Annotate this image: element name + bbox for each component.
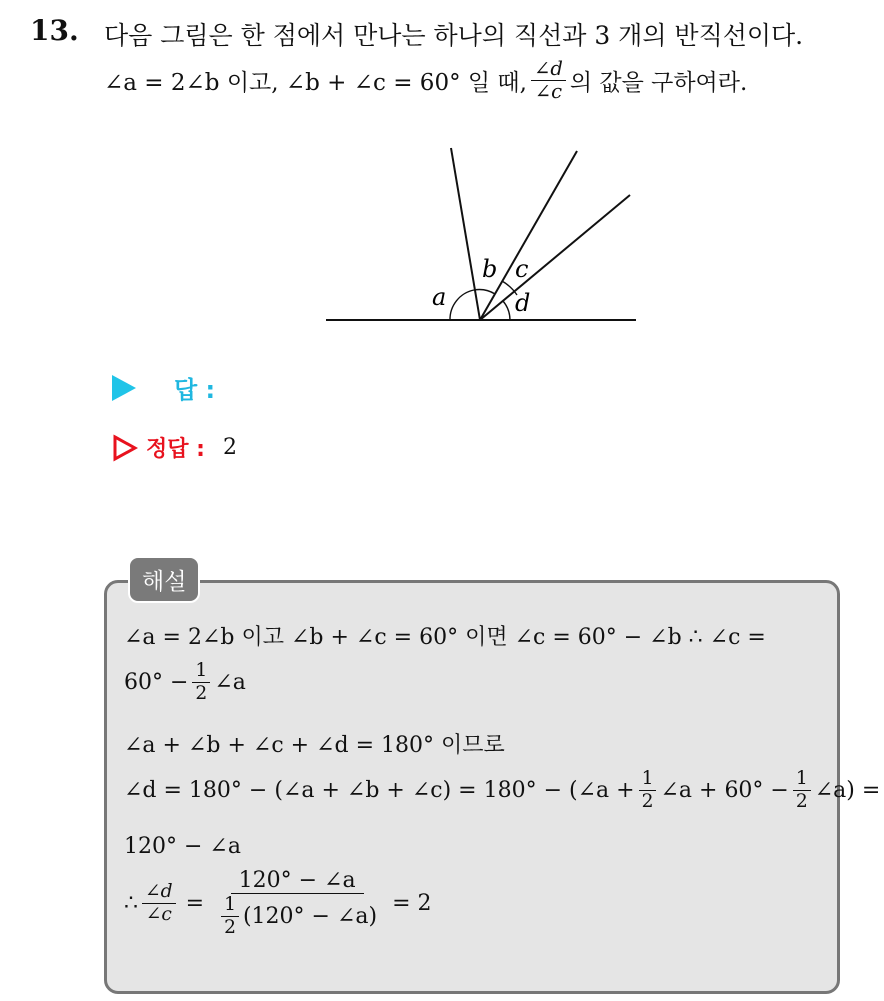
equals-sign: = [185, 890, 205, 916]
fraction-denominator: 2 [195, 682, 208, 704]
question-ask: 의 값을 구하여라. [569, 70, 748, 97]
fraction-denominator: ∠c [534, 80, 563, 104]
solution-line4-fraction2 [793, 768, 811, 812]
solution-line6-fraction [142, 881, 176, 925]
fraction-numerator: ∠d [142, 881, 176, 904]
solution-line3: ∠a + ∠b + ∠c + ∠d = 180° 이므로 [124, 733, 505, 758]
angle-figure [320, 140, 650, 340]
solution-line6-big-fraction [214, 868, 380, 938]
solution-line4-part1: ∠d = 180° − (∠a + ∠b + ∠c) = 180° − (∠a + [124, 777, 635, 803]
play-icon [112, 375, 136, 401]
fraction-denominator: ∠c [145, 903, 172, 925]
solution-line2-suffix: ∠a [214, 669, 246, 695]
arc-b [474, 290, 495, 294]
solution-line1: ∠a = 2∠b 이고 ∠b + ∠c = 60° 이면 ∠c = 60° − ∠b ∴ ∠c = [124, 625, 766, 650]
question-condition: ∠a = 2∠b 이고, ∠b + ∠c = 60° 일 때, [104, 70, 527, 97]
question-text-line1: 다음 그림은 한 점에서 만나는 하나의 직선과 3 개의 반직선이다. [104, 21, 804, 50]
solution-line6 [124, 868, 432, 938]
fraction-numerator: 1 [639, 768, 657, 791]
question-text-line2 [104, 58, 747, 104]
solution-line2 [124, 660, 246, 704]
answer-row [112, 370, 215, 405]
solution-line2-prefix: 60° − [124, 669, 189, 695]
fraction-denominator: 2 [224, 916, 236, 938]
fraction-numerator: 1 [793, 768, 811, 791]
solution-line4 [124, 768, 880, 812]
fraction-numerator: 1 [221, 894, 239, 917]
big-fraction-numerator: 120° − ∠a [231, 868, 364, 894]
correct-answer-row [112, 432, 237, 463]
outline-play-icon [112, 434, 138, 462]
fraction-denominator: 2 [641, 790, 654, 812]
big-fraction-denominator [214, 894, 380, 938]
fraction-numerator: 1 [192, 660, 210, 683]
solution-line4-fraction1 [639, 768, 657, 812]
question-number: 13. [30, 14, 79, 47]
question-fraction [531, 58, 566, 104]
correct-answer-value: 2 [222, 435, 237, 460]
inner-fraction-rest: (120° − ∠a) [242, 903, 378, 929]
fraction-numerator: ∠d [531, 58, 566, 81]
therefore-symbol: ∴ [124, 890, 138, 916]
inner-fraction [221, 894, 239, 938]
solution-line5: 120° − ∠a [124, 834, 241, 859]
solution-line4-part2: ∠a + 60° − [660, 777, 789, 803]
solution-line4-part3: ∠a) = [814, 777, 881, 803]
fraction-denominator: 2 [795, 790, 808, 812]
solution-result: = 2 [392, 890, 432, 916]
ray-1 [451, 148, 480, 320]
ray-3 [480, 195, 630, 320]
label-a: a [432, 283, 447, 311]
label-c: c [515, 255, 529, 283]
solution-tag: 해설 [128, 556, 200, 603]
correct-answer-label: 정답 : [146, 437, 205, 462]
answer-label: 답 : [174, 376, 216, 404]
arc-d [503, 301, 510, 320]
label-d: d [515, 289, 531, 317]
label-b: b [482, 255, 498, 283]
arc-a [450, 290, 474, 320]
solution-line2-fraction [192, 660, 210, 704]
